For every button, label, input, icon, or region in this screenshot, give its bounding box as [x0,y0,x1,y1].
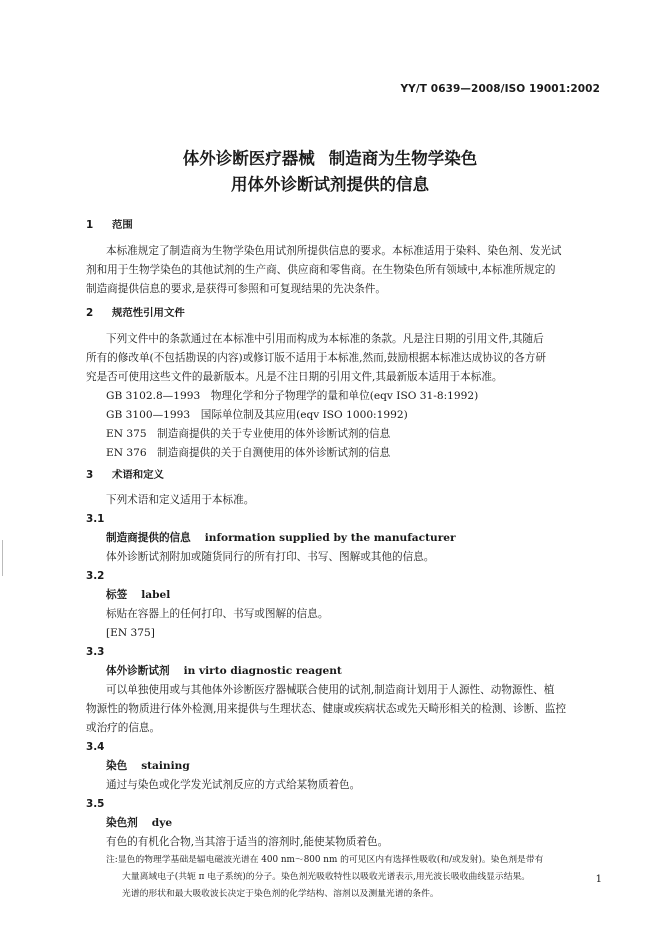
term-source-reference: [EN 375] [106,627,155,639]
section-3-intro: 下列术语和定义适用于本标准。 [106,494,255,506]
standard-code: YY/T 0639—2008/ISO 19001:2002 [400,83,600,95]
title-part-a: 体外诊断医疗器械 [182,149,315,168]
section-1-heading [86,216,133,235]
normative-reference: GB 3100—1993 国际单位制及其应用(eqv ISO 1000:1992) [106,409,408,421]
term-zh: 体外诊断试剂 [106,665,170,677]
normative-reference: EN 375 制造商提供的关于专业使用的体外诊断试剂的信息 [106,428,391,440]
section-2-para-line: 下列文件中的条款通过在本标准中引用而构成为本标准的条款。凡是注日期的引用文件,其随后 [106,333,544,345]
term-en: staining [141,760,190,772]
section-number: 1 [86,219,94,231]
term-zh: 染色剂 [106,817,138,829]
term-heading [106,814,172,833]
section-title: 术语和定义 [112,469,164,481]
section-title: 范围 [112,219,133,231]
term-zh: 标签 [106,589,128,601]
term-en: in virto diagnostic reagent [183,665,342,677]
term-definition-line: 物源性的物质进行体外检测,用来提供与生理状态、健康或疾病状态或先天畸形相关的检测、诊断、监控 [86,703,567,715]
term-en: label [141,589,171,601]
term-heading [106,662,342,681]
section-2-heading [86,304,185,323]
term-definition-line: 或治疗的信息。 [86,722,161,734]
note-line: 注:显色的物理学基础是辐电磁波光谱在 400 nm～800 nm 的可见区内有选择性吸收(和/或发射)。染色剂是带有 [106,855,544,865]
section-3-heading [86,466,164,485]
term-heading [106,529,456,548]
note-line: 大量离域电子(共轭 π 电子系统)的分子。染色剂光吸收特性以吸收光谱表示,用光波长吸收曲线显示结果。 [122,872,531,882]
document-title-line2: 用体外诊断试剂提供的信息 [231,175,429,194]
section-number: 2 [86,307,94,319]
term-zh: 染色 [106,760,128,772]
term-number: 3.4 [86,741,105,753]
term-zh: 制造商提供的信息 [106,532,191,544]
section-1-para-line: 剂和用于生物学染色的其他试剂的生产商、供应商和零售商。在生物染色所有领域中,本标准所规定的 [86,264,556,276]
term-en: information supplied by the manufacturer [204,532,456,544]
section-1-para-line: 本标准规定了制造商为生物学染色用试剂所提供信息的要求。本标准适用于染料、染色剂、发光试 [106,245,562,257]
term-heading [106,586,170,605]
page-number: 1 [595,874,602,885]
normative-reference: GB 3102.8—1993 物理化学和分子物理学的量和单位(eqv ISO 31-8:1992) [106,390,479,402]
normative-reference: EN 376 制造商提供的关于自测使用的体外诊断试剂的信息 [106,447,391,459]
term-definition: 有色的有机化合物,当其溶于适当的溶剂时,能使某物质着色。 [106,836,389,848]
note-line: 光谱的形状和最大吸收波长决定于染色剂的化学结构、溶剂以及测量光谱的条件。 [122,889,439,899]
term-number: 3.5 [86,798,105,810]
section-1-para-line: 制造商提供信息的要求,是获得可参照和可复现结果的先决条件。 [86,283,386,295]
term-number: 3.3 [86,646,105,658]
term-number: 3.2 [86,570,105,582]
section-number: 3 [86,469,94,481]
term-number: 3.1 [86,513,105,525]
scan-artifact-line [2,540,3,576]
section-2-para-line: 究是否可使用这些文件的最新版本。凡是不注日期的引用文件,其最新版本适用于本标准。 [86,371,503,383]
term-definition: 通过与染色或化学发光试剂反应的方式给某物质着色。 [106,779,361,791]
title-part-b: 制造商为生物学染色 [328,149,478,168]
section-2-para-line: 所有的修改单(不包括勘误的内容)或修订版不适用于本标准,然而,鼓励根据本标准达成协议的各方研 [86,352,546,364]
term-en: dye [151,817,173,829]
term-heading [106,757,190,776]
section-title: 规范性引用文件 [112,307,185,319]
term-definition: 体外诊断试剂附加或随货同行的所有打印、书写、图解或其他的信息。 [106,551,435,563]
term-definition-line: 可以单独使用或与其他体外诊断医疗器械联合使用的试剂,制造商计划用于人源性、动物源性、植 [106,684,555,696]
term-definition: 标贴在容器上的任何打印、书写或图解的信息。 [106,608,329,620]
document-title-line1 [0,146,660,172]
